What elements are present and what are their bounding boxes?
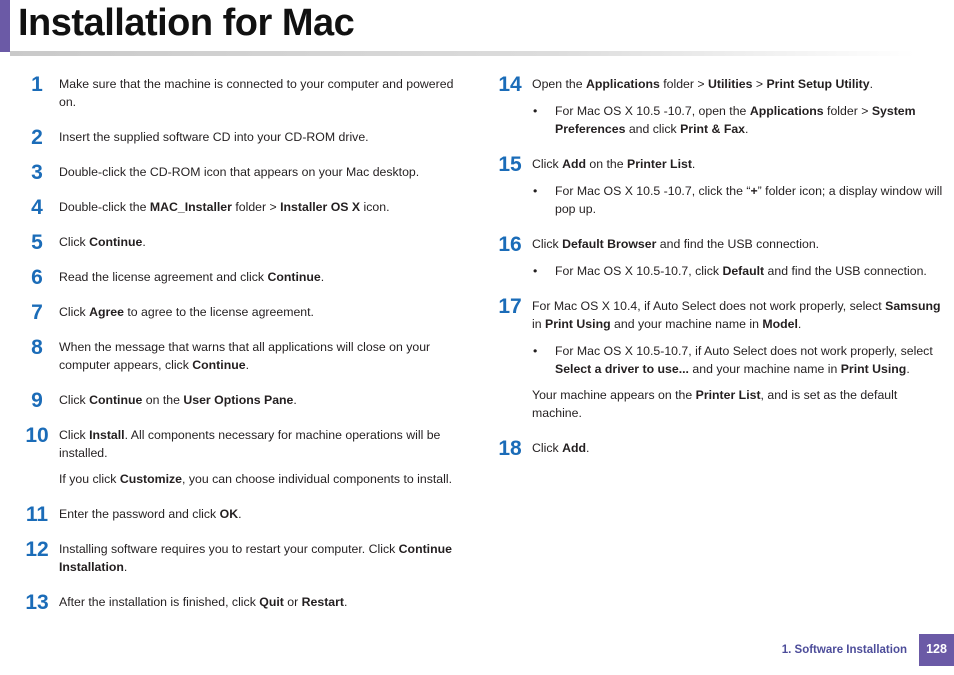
step-item — [20, 126, 470, 149]
step-paragraph: Double-click the MAC_Installer folder > Installer OS X icon. — [59, 200, 390, 214]
step-bullet — [532, 342, 943, 378]
step-number: 5 — [31, 231, 43, 254]
step-number: 15 — [498, 153, 522, 176]
title-accent-bar — [0, 0, 10, 52]
step-paragraph: If you click Customize, you can choose individual components to install. — [59, 472, 453, 486]
step-number: 1 — [31, 73, 43, 96]
step-text — [59, 128, 470, 146]
step-paragraph: Open the Applications folder > Utilities > Print Setup Utility. — [532, 77, 874, 91]
step-number: 7 — [31, 301, 43, 324]
step-number: 9 — [31, 389, 43, 412]
step-item — [20, 266, 470, 289]
right-column — [493, 75, 943, 474]
step-number: 2 — [31, 126, 43, 149]
step-number: 18 — [498, 437, 522, 460]
bullet-text: For Mac OS X 10.5 -10.7, open the Applications folder > System Preferences and click Print & Fax. — [555, 104, 916, 136]
bullet-dot: • — [533, 184, 538, 198]
step-paragraph: After the installation is finished, click Quit or Restart. — [59, 595, 348, 609]
left-column — [20, 75, 470, 628]
step-bullet — [532, 262, 943, 280]
page-number: 128 — [919, 634, 954, 666]
title-underline — [10, 51, 915, 56]
footer-section-label: 1. Software Installation — [781, 644, 907, 656]
step-item — [20, 75, 470, 111]
bullet-text: For Mac OS X 10.5 -10.7, click the “+” folder icon; a display window will pop up. — [555, 184, 943, 216]
step-item — [20, 426, 470, 488]
step-number: 14 — [498, 73, 522, 96]
bullet-dot: • — [533, 104, 538, 118]
step-text — [59, 338, 470, 374]
step-paragraph: Click Continue. — [59, 235, 146, 249]
step-paragraph: Installing software requires you to restart your computer. Click Continue Installation. — [59, 542, 452, 574]
bullet-dot: • — [533, 264, 538, 278]
step-item — [20, 503, 470, 526]
step-text — [532, 297, 943, 422]
step-number: 8 — [31, 336, 43, 359]
step-paragraph: Make sure that the machine is connected to your computer and powered on. — [59, 77, 454, 109]
bullet-text: For Mac OS X 10.5-10.7, if Auto Select does not work properly, select Select a driver to use... and your machine name in Print Using. — [555, 344, 933, 376]
step-text — [532, 155, 943, 218]
step-paragraph: Insert the supplied software CD into your CD-ROM drive. — [59, 130, 369, 144]
step-item — [20, 231, 470, 254]
step-text — [59, 540, 470, 576]
step-item — [493, 235, 943, 280]
bullet-text: For Mac OS X 10.5-10.7, click Default and find the USB connection. — [555, 264, 927, 278]
step-item — [20, 301, 470, 324]
step-text — [59, 593, 470, 611]
step-item — [20, 338, 470, 374]
step-text — [59, 268, 470, 286]
step-text — [59, 198, 470, 216]
step-paragraph: Click Add on the Printer List. — [532, 157, 696, 171]
step-item — [20, 591, 470, 614]
step-item — [20, 540, 470, 576]
step-paragraph: Click Add. — [532, 441, 590, 455]
step-text — [59, 426, 470, 488]
step-text — [532, 75, 943, 138]
step-item — [493, 75, 943, 138]
step-paragraph: Enter the password and click OK. — [59, 507, 242, 521]
step-text — [532, 439, 943, 457]
step-paragraph: Click Agree to agree to the license agreement. — [59, 305, 314, 319]
step-paragraph: When the message that warns that all applications will close on your computer appears, click Continue. — [59, 340, 431, 372]
step-item — [493, 155, 943, 218]
step-bullet — [532, 182, 943, 218]
step-paragraph: Click Install. All components necessary for machine operations will be installed. — [59, 428, 441, 460]
step-paragraph: For Mac OS X 10.4, if Auto Select does not work properly, select Samsung in Print Using and your machine name in Model. — [532, 299, 941, 331]
step-paragraph: Double-click the CD-ROM icon that appears on your Mac desktop. — [59, 165, 420, 179]
step-paragraph: Click Default Browser and find the USB connection. — [532, 237, 820, 251]
step-paragraph: Read the license agreement and click Continue. — [59, 270, 325, 284]
step-bullet — [532, 102, 943, 138]
step-number: 16 — [498, 233, 522, 256]
step-number: 12 — [25, 538, 49, 561]
step-text — [59, 391, 470, 409]
step-text — [59, 163, 470, 181]
step-text — [59, 75, 470, 111]
step-text — [59, 233, 470, 251]
step-number: 6 — [31, 266, 43, 289]
step-item — [20, 161, 470, 184]
step-number: 4 — [31, 196, 43, 219]
step-text — [59, 505, 470, 523]
step-number: 11 — [25, 503, 49, 526]
step-note: Your machine appears on the Printer List, and is set as the default machine. — [532, 388, 898, 420]
step-item — [493, 437, 943, 460]
bullet-dot: • — [533, 344, 538, 358]
step-text — [532, 235, 943, 280]
step-item — [493, 297, 943, 422]
step-number: 17 — [498, 295, 522, 318]
step-number: 10 — [25, 424, 49, 447]
step-item — [20, 196, 470, 219]
step-number: 13 — [25, 591, 49, 614]
step-number: 3 — [31, 161, 43, 184]
page-title: Installation for Mac — [18, 2, 355, 44]
step-item — [20, 389, 470, 412]
step-paragraph: Click Continue on the User Options Pane. — [59, 393, 297, 407]
step-text — [59, 303, 470, 321]
